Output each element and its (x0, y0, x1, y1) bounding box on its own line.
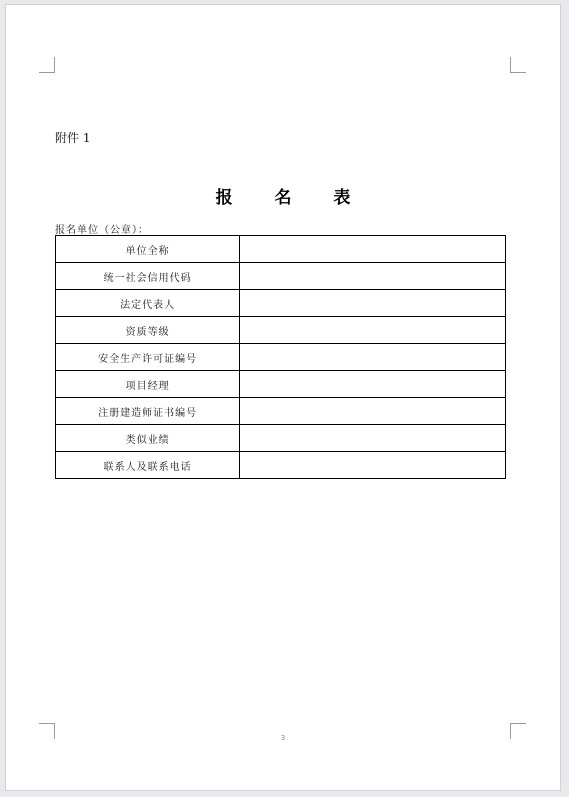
table-row (56, 371, 506, 398)
row-value-field[interactable] (240, 290, 506, 317)
row-value-field[interactable] (240, 317, 506, 344)
table-row (56, 236, 506, 263)
row-value-field[interactable] (240, 452, 506, 479)
row-value-field[interactable] (240, 371, 506, 398)
table-row (56, 425, 506, 452)
form-title: 报 名 表 (215, 188, 369, 208)
table-row (56, 398, 506, 425)
table-row (56, 452, 506, 479)
row-label: 资质等级 (56, 317, 240, 344)
registration-table (55, 235, 506, 479)
page-number: 3 (280, 734, 286, 742)
unit-label: 报名单位（公章）： (55, 225, 149, 236)
table-row (56, 263, 506, 290)
row-label: 法定代表人 (56, 290, 240, 317)
margin-corner-top-right (510, 57, 526, 73)
row-label: 安全生产许可证编号 (56, 344, 240, 371)
row-value-field[interactable] (240, 398, 506, 425)
row-value-field[interactable] (240, 425, 506, 452)
row-value-field[interactable] (240, 263, 506, 290)
row-value-field[interactable] (240, 236, 506, 263)
table-row (56, 317, 506, 344)
row-value-field[interactable] (240, 344, 506, 371)
row-label: 统一社会信用代码 (56, 263, 240, 290)
table-row (56, 344, 506, 371)
margin-corner-top-left (39, 57, 55, 73)
row-label: 注册建造师证书编号 (56, 398, 240, 425)
annex-label: 附件 1 (55, 131, 91, 145)
row-label: 类似业绩 (56, 425, 240, 452)
row-label: 联系人及联系电话 (56, 452, 240, 479)
document-page (6, 5, 560, 790)
table-row (56, 290, 506, 317)
row-label: 单位全称 (56, 236, 240, 263)
row-label: 项目经理 (56, 371, 240, 398)
